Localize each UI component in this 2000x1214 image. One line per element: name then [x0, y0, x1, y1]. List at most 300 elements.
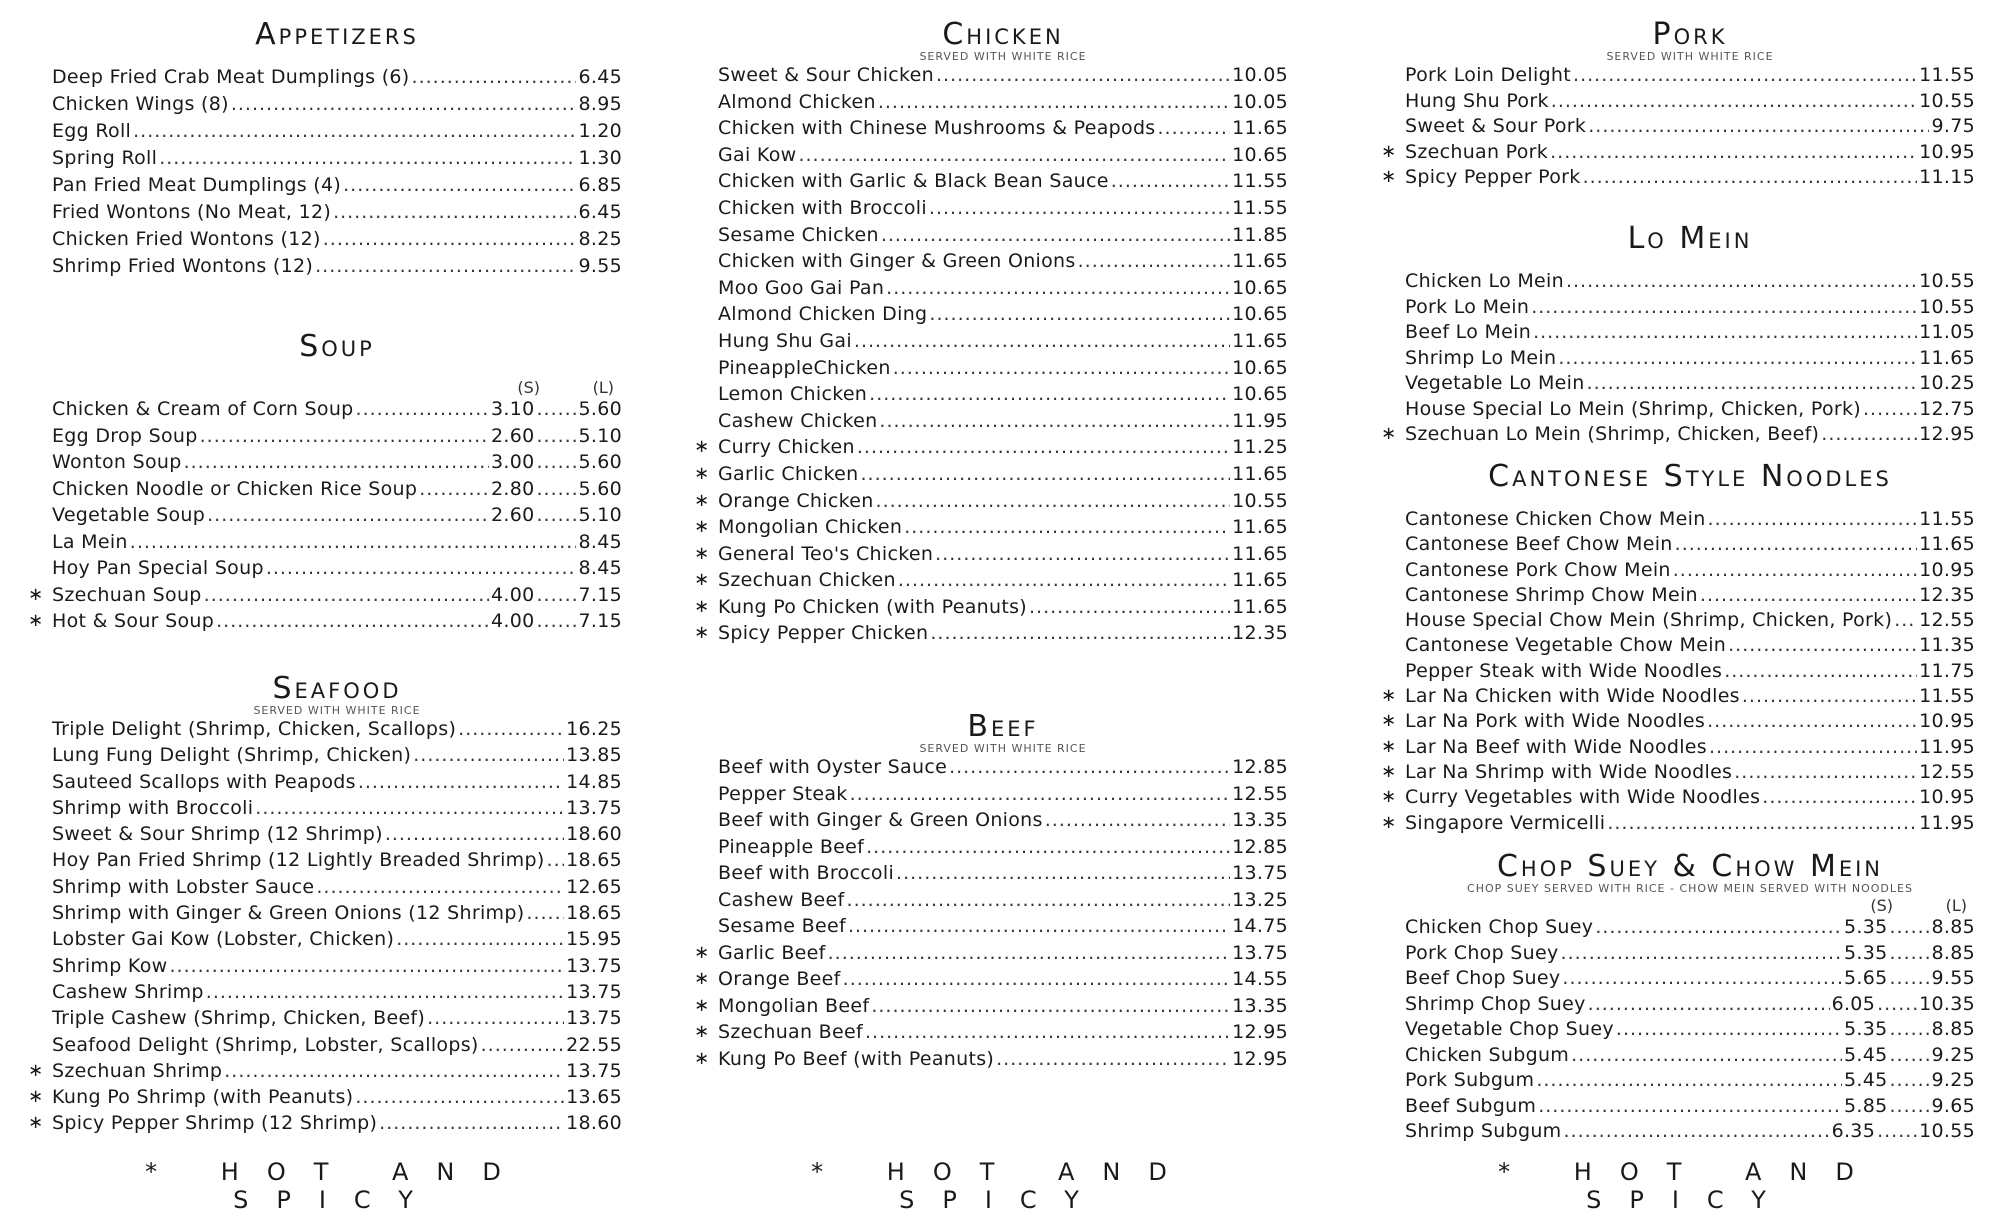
menu-item: [1405, 916, 1975, 942]
menu-item-price: 11.35: [1919, 634, 1975, 657]
menu-item-name: Chicken with Chinese Mushrooms & Peapods: [718, 117, 1156, 140]
menu-item-price-large: 10.55: [1919, 1120, 1975, 1142]
menu-item-name: Lar Na Shrimp with Wide Noodles: [1405, 760, 1733, 783]
size-small-label: (S): [517, 378, 540, 397]
dot-leader: [850, 783, 1231, 805]
menu-item-name: Egg Roll: [52, 120, 132, 142]
menu-item: [52, 771, 622, 797]
menu-item: [52, 955, 622, 981]
menu-item: [1381, 710, 1975, 735]
menu-item: [1405, 533, 1975, 558]
spicy-marker-icon: ∗: [28, 1059, 44, 1081]
dot-leader: [1078, 250, 1230, 272]
dot-leader: [1551, 90, 1917, 112]
dot-leader: [798, 144, 1230, 166]
menu-item-price: 13.35: [1232, 994, 1288, 1017]
dot-leader: [935, 543, 1230, 565]
section-pork: [1381, 17, 1975, 192]
size-small-label: (S): [1870, 896, 1893, 915]
menu-item-name: Szechuan Beef: [718, 1021, 863, 1043]
menu-item-name: Chicken Wings (8): [52, 93, 229, 115]
dot-leader: [1111, 170, 1230, 192]
spicy-marker-icon: ∗: [1381, 760, 1397, 782]
section-appetizers: [52, 18, 622, 282]
section-title: Beef: [967, 709, 1039, 744]
menu-item-name: Sesame Chicken: [718, 223, 879, 246]
dot-leader: [184, 451, 489, 473]
menu-item: [694, 436, 1288, 463]
menu-item: [52, 93, 622, 120]
menu-item-name: Cantonese Pork Chow Mein: [1405, 558, 1671, 581]
spicy-marker-icon: ∗: [28, 583, 44, 605]
menu-item-name: Hung Shu Gai: [718, 329, 852, 352]
dot-leader: [130, 531, 577, 553]
dot-leader: [1821, 423, 1917, 445]
section-title: Pork: [1652, 17, 1728, 52]
menu-item: [718, 250, 1288, 277]
spicy-marker-icon: ∗: [28, 610, 44, 631]
menu-item-name: House Special Lo Mein (Shrimp, Chicken, Pork): [1405, 397, 1861, 420]
menu-item-name: La Mein: [52, 530, 128, 553]
dot-leader: [1563, 1120, 1829, 1142]
menu-item-price: 11.85: [1232, 223, 1288, 246]
menu-item-name: Chicken with Ginger & Green Onions: [718, 250, 1076, 273]
menu-item-price-large: 9.65: [1931, 1094, 1975, 1117]
menu-item-price: 12.55: [1919, 760, 1975, 783]
menu-item-price: 10.55: [1919, 89, 1975, 112]
menu-item: [718, 915, 1288, 942]
menu-item: [52, 902, 622, 928]
menu-item-price-small: 6.05: [1831, 992, 1876, 1015]
menu-item-name: Cantonese Vegetable Chow Mein: [1405, 634, 1727, 657]
menu-item-name: Moo Goo Gai Pan: [718, 276, 885, 299]
menu-item: [694, 968, 1288, 995]
menu-item: [694, 569, 1288, 596]
menu-item-name: Chicken & Cream of Corn Soup: [52, 398, 354, 420]
menu-item: [1405, 967, 1975, 993]
menu-item-name: Vegetable Soup: [52, 504, 206, 526]
menu-item: [1405, 321, 1975, 347]
menu-item-name: Pork Subgum: [1405, 1069, 1535, 1091]
menu-item-price-small: 2.60: [490, 504, 535, 526]
menu-item-price-large: 9.55: [1931, 967, 1975, 989]
menu-item: [28, 610, 622, 637]
menu-item-price: 18.60: [566, 823, 622, 846]
dot-leader: [930, 622, 1230, 644]
menu-item-name: Garlic Chicken: [718, 462, 859, 485]
menu-item: [718, 170, 1288, 197]
menu-item-price: 12.95: [1232, 1047, 1288, 1070]
menu-item-price: 12.75: [1919, 397, 1975, 420]
dot-leader: [343, 174, 576, 196]
menu-item-name: Chicken with Garlic & Black Bean Sauce: [718, 170, 1109, 193]
dot-leader: [159, 147, 576, 169]
menu-item-list: [52, 66, 622, 282]
menu-item: [52, 981, 622, 1007]
menu-item-price-small: 5.35: [1843, 916, 1888, 938]
menu-item-price: 13.75: [566, 796, 622, 819]
dot-leader: [1673, 559, 1917, 581]
section-subtitle: SERVED WITH WHITE RICE: [919, 50, 1087, 63]
menu-item-name: Pan Fried Meat Dumplings (4): [52, 174, 342, 196]
menu-item-name: Beef with Broccoli: [718, 862, 895, 884]
menu-item-price: 13.65: [566, 1086, 622, 1109]
menu-item: [52, 1007, 622, 1033]
menu-item-name: Deep Fried Crab Meat Dumplings (6): [52, 66, 410, 88]
dot-leader: [1877, 1120, 1917, 1142]
dot-leader: [316, 876, 564, 898]
dot-leader: [936, 64, 1230, 86]
menu-item-name: Szechuan Lo Mein (Shrimp, Chicken, Beef): [1405, 423, 1820, 445]
menu-item-name: Vegetable Chop Suey: [1405, 1018, 1614, 1040]
section-seafood: [28, 671, 622, 1139]
menu-item-price: 11.65: [1232, 117, 1288, 140]
dot-leader: [1894, 609, 1917, 631]
menu-item-name: Sweet & Sour Shrimp (12 Shrimp): [52, 823, 383, 846]
menu-item-price-small: 5.85: [1843, 1094, 1888, 1117]
menu-item-price: 11.55: [1232, 196, 1288, 219]
menu-item-price: 10.95: [1919, 140, 1975, 163]
spicy-marker-icon: ∗: [694, 542, 710, 564]
size-large-label: (L): [592, 378, 614, 397]
menu-item-name: Sauteed Scallops with Peapods: [52, 770, 356, 793]
menu-item: [694, 994, 1288, 1022]
menu-item-name: Lar Na Beef with Wide Noodles: [1405, 735, 1707, 758]
menu-item-list: [1381, 64, 1975, 192]
section-title: Appetizers: [255, 17, 419, 52]
menu-item: [1405, 90, 1975, 116]
menu-item-name: Shrimp with Broccoli: [52, 796, 254, 819]
menu-item-name: Shrimp with Lobster Sauce: [52, 875, 315, 898]
dot-leader: [929, 303, 1230, 325]
menu-item-price: 11.65: [1919, 346, 1975, 369]
menu-item: [718, 330, 1288, 357]
menu-item: [52, 876, 622, 902]
menu-item-name: Lemon Chicken: [718, 383, 868, 406]
menu-item-price-large: 7.15: [578, 610, 622, 632]
dot-leader: [207, 504, 489, 526]
dot-leader: [323, 228, 577, 250]
spicy-marker-icon: ∗: [694, 941, 710, 963]
spicy-marker-icon: ∗: [1381, 423, 1397, 444]
menu-item-price: 11.55: [1919, 685, 1975, 708]
dot-leader: [1616, 1018, 1842, 1040]
menu-item-price-small: 2.60: [490, 424, 535, 447]
menu-item-name: Orange Chicken: [718, 489, 874, 512]
dot-leader: [266, 557, 577, 579]
menu-item-name: Cantonese Chicken Chow Mein: [1405, 508, 1706, 530]
dot-leader: [869, 383, 1230, 405]
menu-item-price: 9.75: [1931, 115, 1975, 137]
menu-item: [1381, 735, 1975, 761]
dot-leader: [904, 516, 1230, 538]
menu-item: [52, 425, 622, 452]
dot-leader: [419, 478, 489, 500]
menu-item-name: Sweet & Sour Pork: [1405, 115, 1587, 137]
dot-leader: [231, 93, 577, 115]
menu-item-name: Shrimp Chop Suey: [1405, 992, 1586, 1015]
menu-item-name: Shrimp Kow: [52, 954, 168, 977]
dot-leader: [536, 504, 576, 526]
menu-item-price: 11.95: [1232, 409, 1288, 432]
menu-item-price: 13.75: [566, 1007, 622, 1030]
dot-leader: [843, 968, 1230, 990]
menu-item-name: Szechuan Chicken: [718, 569, 896, 592]
menu-item-name: Pork Chop Suey: [1405, 941, 1559, 964]
menu-item-name: Chicken Lo Mein: [1405, 270, 1564, 292]
menu-item: [52, 744, 622, 770]
menu-item-name: Chicken Chop Suey: [1405, 916, 1594, 938]
dot-leader: [1762, 786, 1917, 808]
dot-leader: [878, 91, 1230, 113]
menu-item: [718, 303, 1288, 330]
spicy-marker-icon: ∗: [1381, 735, 1397, 757]
menu-item: [52, 174, 622, 201]
spicy-marker-icon: ∗: [694, 622, 710, 644]
footer-legend-1: * HOT AND SPICY: [145, 1158, 529, 1214]
menu-item-name: Chicken with Broccoli: [718, 196, 927, 219]
menu-item-name: Hoy Pan Fried Shrimp (12 Lightly Breaded Shrimp): [52, 849, 545, 872]
dot-leader: [1588, 115, 1929, 137]
menu-item-name: Szechuan Pork: [1405, 140, 1549, 163]
menu-item-name: Cashew Shrimp: [52, 980, 204, 1003]
menu-item-price: 12.35: [1919, 583, 1975, 606]
section-title: Cantonese Style Noodles: [1488, 459, 1892, 494]
dot-leader: [898, 569, 1230, 591]
menu-item-name: Kung Po Beef (with Peanuts): [718, 1047, 995, 1070]
dot-leader: [427, 1007, 564, 1029]
section-title: Chicken: [942, 17, 1064, 52]
menu-item-price-large: 8.85: [1931, 941, 1975, 964]
dot-leader: [481, 1034, 564, 1056]
menu-item-name: Shrimp Lo Mein: [1405, 346, 1557, 369]
menu-item-name: Beef Lo Mein: [1405, 321, 1532, 343]
menu-item-price-small: 5.35: [1843, 1018, 1888, 1040]
spicy-marker-icon: ∗: [694, 1021, 710, 1042]
menu-item-price: 6.85: [578, 174, 622, 196]
menu-item: [52, 66, 622, 93]
menu-item-name: House Special Chow Mein (Shrimp, Chicken, Pork): [1405, 609, 1893, 632]
menu-item-name: Spicy Pepper Pork: [1405, 166, 1581, 188]
menu-item: [52, 201, 622, 228]
dot-leader: [1587, 372, 1918, 394]
menu-item: [1405, 942, 1975, 968]
menu-item-price: 13.75: [1232, 862, 1288, 884]
section-title: Seafood: [272, 671, 402, 706]
menu-item-name: Lar Na Pork with Wide Noodles: [1405, 710, 1706, 733]
menu-item: [1405, 372, 1975, 398]
menu-item: [1381, 760, 1975, 786]
section-lo-mein: [1381, 221, 1975, 449]
dot-leader: [1889, 942, 1929, 964]
menu-item: [52, 823, 622, 849]
menu-item-price: 22.55: [566, 1033, 622, 1056]
menu-item: [1405, 584, 1975, 609]
menu-item-price: 11.95: [1919, 811, 1975, 834]
dot-leader: [412, 66, 577, 88]
menu-item-name: Mongolian Chicken: [718, 516, 903, 539]
menu-item: [718, 889, 1288, 916]
menu-item: [718, 783, 1288, 810]
dot-leader: [1889, 1069, 1929, 1091]
menu-item-name: Shrimp Fried Wontons (12): [52, 255, 314, 277]
menu-item-price: 11.65: [1232, 329, 1288, 352]
menu-item: [718, 756, 1288, 783]
menu-item-price-small: 3.10: [490, 398, 535, 420]
dot-leader: [1607, 812, 1917, 834]
menu-item-name: Beef Chop Suey: [1405, 967, 1561, 989]
dot-leader: [879, 410, 1230, 432]
menu-item: [52, 557, 622, 584]
menu-item-name: Sweet & Sour Chicken: [718, 64, 934, 86]
menu-item: [718, 91, 1288, 118]
menu-item: [52, 1034, 622, 1060]
dot-leader: [356, 398, 489, 420]
menu-item-price-small: 5.65: [1843, 967, 1888, 989]
dot-leader: [536, 398, 576, 420]
dot-leader: [1742, 685, 1917, 707]
dot-leader: [1583, 166, 1918, 188]
menu-item-price: 11.95: [1919, 735, 1975, 758]
menu-item-price: 11.55: [1232, 170, 1288, 193]
menu-item: [1405, 1120, 1975, 1146]
dot-leader: [255, 797, 564, 819]
menu-item: [1381, 786, 1975, 811]
dot-leader: [1538, 1095, 1842, 1117]
menu-item: [1405, 296, 1975, 322]
menu-item-price: 12.85: [1232, 835, 1288, 858]
menu-item-price: 16.25: [566, 718, 622, 740]
section-chop-suey-chow-mein: [1405, 850, 1975, 1146]
menu-item-name: Kung Po Chicken (with Peanuts): [718, 595, 1027, 618]
size-header: [1405, 896, 1975, 916]
menu-item-name: Fried Wontons (No Meat, 12): [52, 201, 332, 223]
menu-item-price-small: 3.00: [490, 451, 535, 473]
menu-item: [52, 504, 622, 531]
dot-leader: [876, 490, 1231, 512]
dot-leader: [547, 849, 565, 871]
menu-item-name: Almond Chicken Ding: [718, 303, 928, 326]
section-soup: [28, 329, 622, 637]
spicy-marker-icon: ∗: [694, 968, 710, 989]
spicy-marker-icon: ∗: [694, 462, 710, 484]
dot-leader: [1700, 584, 1917, 606]
menu-item-name: Curry Chicken: [718, 436, 855, 459]
menu-item-price: 9.55: [578, 255, 622, 277]
size-large-label: (L): [1945, 896, 1967, 915]
menu-item: [1405, 559, 1975, 584]
menu-item-name: Pepper Steak: [718, 782, 848, 805]
menu-item: [28, 1086, 622, 1112]
section-title: Lo Mein: [1627, 221, 1753, 256]
menu-item-name: Gai Kow: [718, 143, 797, 166]
footer-legend-3: * HOT AND SPICY: [1498, 1158, 1882, 1214]
menu-item-price: 11.05: [1919, 321, 1975, 343]
menu-item: [718, 836, 1288, 863]
menu-item-name: Wonton Soup: [52, 451, 182, 473]
spicy-marker-icon: ∗: [1381, 710, 1397, 732]
menu-item-price: 10.55: [1919, 295, 1975, 318]
dot-leader: [1571, 1044, 1842, 1066]
menu-item-name: Triple Delight (Shrimp, Chicken, Scallops): [52, 718, 457, 740]
menu-item: [694, 622, 1288, 649]
spicy-marker-icon: ∗: [694, 1047, 710, 1069]
menu-item-price: 11.65: [1232, 462, 1288, 485]
menu-item-list: [694, 64, 1288, 649]
menu-item-price: 12.95: [1232, 1021, 1288, 1043]
dot-leader: [216, 610, 489, 632]
menu-item: [1381, 166, 1975, 192]
dot-leader: [1536, 1069, 1842, 1091]
menu-item-name: Hung Shu Pork: [1405, 89, 1549, 112]
menu-item: [1381, 140, 1975, 167]
menu-item-price-large: 5.60: [578, 398, 622, 420]
menu-item-name: Triple Cashew (Shrimp, Chicken, Beef): [52, 1007, 426, 1030]
menu-item-price: 13.35: [1232, 809, 1288, 831]
menu-item-name: Seafood Delight (Shrimp, Lobster, Scallops): [52, 1033, 479, 1056]
menu-item: [694, 595, 1288, 623]
menu-item: [1381, 423, 1975, 449]
menu-item-price: 11.65: [1232, 569, 1288, 592]
dot-leader: [1675, 533, 1917, 555]
menu-item-price: 11.55: [1919, 64, 1975, 86]
menu-item-price: 18.60: [566, 1112, 622, 1135]
dot-leader: [536, 610, 576, 632]
dot-leader: [169, 955, 564, 977]
menu-item: [718, 64, 1288, 91]
menu-item-name: Szechuan Soup: [52, 583, 202, 606]
dot-leader: [1029, 596, 1230, 618]
menu-item: [1405, 660, 1975, 685]
menu-item: [28, 1112, 622, 1138]
dot-leader: [893, 357, 1230, 379]
menu-item: [718, 117, 1288, 144]
menu-item-price: 10.65: [1232, 303, 1288, 326]
menu-item-price: 8.95: [578, 93, 622, 115]
dot-leader: [1889, 1018, 1929, 1040]
dot-leader: [1889, 1095, 1929, 1117]
menu-item-price: 13.75: [566, 954, 622, 977]
menu-item-name: Hoy Pan Special Soup: [52, 557, 264, 579]
menu-item-name: Egg Drop Soup: [52, 424, 198, 447]
menu-item-price: 11.55: [1919, 508, 1975, 530]
dot-leader: [1561, 942, 1842, 964]
menu-item-name: Spicy Pepper Shrimp (12 Shrimp): [52, 1112, 378, 1135]
menu-item-name: Cashew Beef: [718, 888, 845, 911]
menu-item: [1405, 398, 1975, 424]
menu-item-name: Sesame Beef: [718, 915, 846, 937]
menu-item: [1405, 1095, 1975, 1121]
menu-item: [694, 462, 1288, 490]
menu-item-price: 12.95: [1919, 423, 1975, 445]
menu-item-price-large: 8.85: [1931, 916, 1975, 938]
dot-leader: [206, 981, 564, 1003]
menu-item-name: Chicken Fried Wontons (12): [52, 228, 321, 250]
menu-item-price: 12.65: [566, 875, 622, 898]
menu-item-price: 10.95: [1919, 786, 1975, 809]
dot-leader: [133, 120, 576, 142]
menu-item: [694, 516, 1288, 543]
menu-item: [52, 228, 622, 255]
spicy-marker-icon: ∗: [1381, 140, 1397, 162]
menu-item-price-small: 4.00: [490, 610, 535, 632]
menu-item-price: 11.65: [1232, 542, 1288, 565]
dot-leader: [1724, 660, 1917, 682]
dot-leader: [1573, 64, 1917, 86]
menu-item-price: 10.05: [1232, 64, 1288, 86]
menu-item-name: Szechuan Shrimp: [52, 1059, 223, 1082]
spicy-marker-icon: ∗: [28, 1112, 44, 1134]
